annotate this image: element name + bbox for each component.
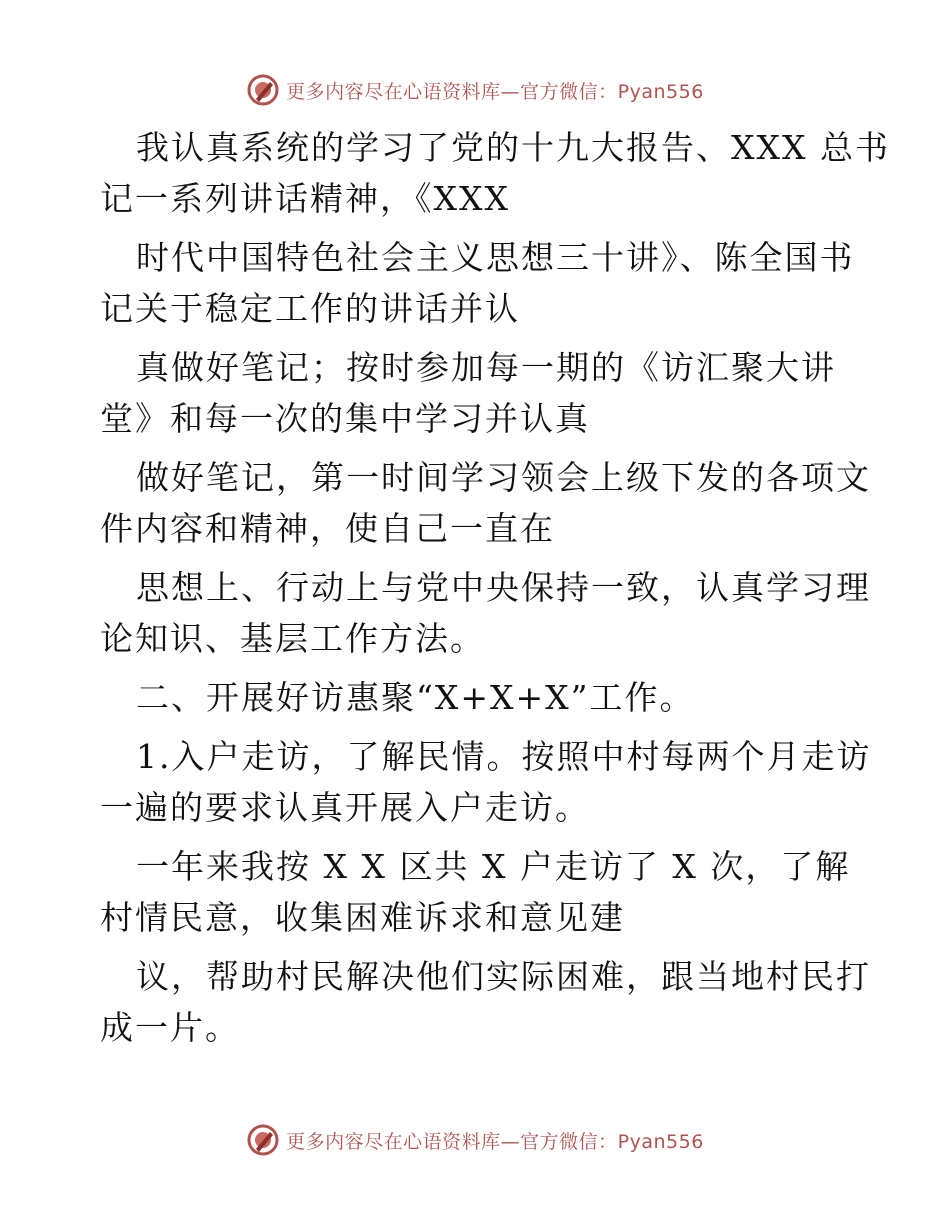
banner-text: 更多内容尽在心语资料库—官方微信：Pyan556: [286, 1130, 704, 1153]
text-line: 论知识、基层工作方法。: [100, 619, 485, 658]
text-line: 成一片。: [100, 1008, 240, 1047]
document-body: [100, 122, 890, 1053]
pen-nib-circle-icon: [246, 1123, 280, 1157]
text-line: 村情民意，收集困难诉求和意见建: [100, 898, 625, 937]
text-line: 一遍的要求认真开展入户走访。: [100, 788, 590, 827]
text-line: 件内容和精神，使自己一直在: [100, 509, 555, 548]
text-line: 议，帮助村民解决他们实际困难，跟当地村民打: [136, 957, 871, 996]
text-line: 真做好笔记；按时参加每一期的《访汇聚大讲: [136, 348, 836, 387]
section-heading: 二、开展好访惠聚“X+X+X”工作。: [136, 678, 695, 717]
text-line: 我认真系统的学习了党的十九大报告、XXX 总书: [136, 128, 890, 167]
text-line: 记一系列讲话精神，《XXX: [100, 179, 510, 218]
text-line: 记关于稳定工作的讲话并认: [100, 289, 520, 328]
text-line: 一年来我按 X X 区共 X 户走访了 X 次，了解: [136, 847, 851, 886]
header-banner: [0, 70, 950, 110]
text-line: 1.入户走访，了解民情。按照中村每两个月走访: [136, 737, 872, 776]
text-line: 堂》和每一次的集中学习并认真: [100, 399, 590, 438]
text-line: 思想上、行动上与党中央保持一致，认真学习理: [136, 568, 871, 607]
banner-text: 更多内容尽在心语资料库—官方微信：Pyan556: [286, 80, 704, 103]
text-line: 做好笔记，第一时间学习领会上级下发的各项文: [136, 458, 871, 497]
footer-banner: [0, 1120, 950, 1160]
pen-nib-circle-icon: [246, 73, 280, 107]
text-line: 时代中国特色社会主义思想三十讲》、陈全国书: [136, 238, 855, 277]
